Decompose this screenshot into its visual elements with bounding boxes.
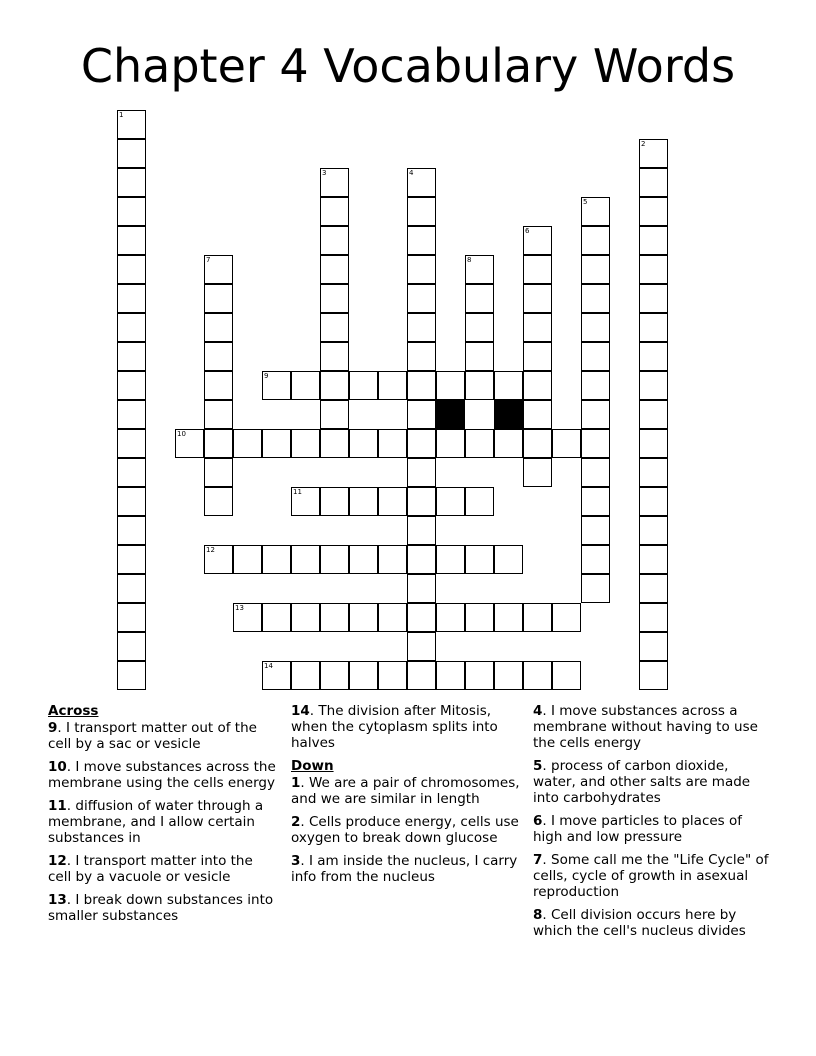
grid-cell[interactable] [523, 226, 552, 255]
cell-number: 1 [119, 111, 124, 119]
grid-cell[interactable] [436, 603, 465, 632]
cell-number: 13 [235, 604, 244, 612]
clue-across-13: 13. I break down substances into smaller substances [48, 892, 274, 924]
clue-text: I transport matter into the cell by a vacuole or vesicle [48, 853, 253, 885]
grid-cell[interactable] [523, 255, 552, 284]
clue-down-3: 3. I am inside the nucleus, I carry info from the nucleus [291, 853, 518, 885]
grid-cell[interactable] [320, 400, 349, 429]
grid-cell[interactable] [320, 226, 349, 255]
clue-text: I move substances across the membrane using the cells energy [48, 759, 276, 791]
clue-number: 8 [533, 907, 543, 923]
clue-number: 13 [48, 892, 67, 908]
grid-cell[interactable] [639, 255, 668, 284]
grid-cell[interactable] [349, 429, 378, 458]
grid-cell[interactable] [407, 400, 436, 429]
clue-across-10: 10. I move substances across the membrane using the cells energy [48, 759, 276, 791]
grid-cell[interactable] [523, 400, 552, 429]
clue-down-6: 6. I move particles to places of high and low pressure [533, 813, 743, 845]
grid-cell[interactable] [117, 168, 146, 197]
grid-cell[interactable] [262, 545, 291, 574]
grid-cell[interactable] [291, 661, 320, 690]
clue-number: 14 [291, 703, 310, 719]
grid-cell[interactable] [407, 487, 436, 516]
clue-down-1: 1. We are a pair of chromosomes, and we are similar in length [291, 775, 520, 807]
grid-cell[interactable] [117, 429, 146, 458]
grid-cell[interactable] [320, 313, 349, 342]
cell-number: 11 [293, 488, 302, 496]
grid-cell[interactable] [204, 458, 233, 487]
grid-cell[interactable] [378, 429, 407, 458]
grid-cell[interactable] [117, 516, 146, 545]
clue-across-12: 12. I transport matter into the cell by a vacuole or vesicle [48, 853, 253, 885]
grid-cell[interactable] [320, 545, 349, 574]
grid-cell[interactable] [407, 226, 436, 255]
grid-cell[interactable] [291, 371, 320, 400]
grid-cell[interactable] [639, 313, 668, 342]
grid-cell[interactable] [117, 139, 146, 168]
clue-down-5: 5. process of carbon dioxide, water, and other salts are made into carbohydrates [533, 758, 751, 806]
clue-text: I move substances across a membrane without having to use the cells energy [533, 703, 758, 751]
clue-number: 7 [533, 852, 543, 868]
grid-cell[interactable] [436, 429, 465, 458]
grid-cell[interactable] [639, 139, 668, 168]
cell-number: 6 [525, 227, 530, 235]
grid-cell[interactable] [117, 545, 146, 574]
grid-cell[interactable] [407, 284, 436, 313]
clue-text: I move particles to places of high and low pressure [533, 813, 743, 845]
grid-cell[interactable] [349, 487, 378, 516]
cell-number: 9 [264, 372, 269, 380]
grid-cell[interactable] [117, 632, 146, 661]
cell-number: 8 [467, 256, 472, 264]
grid-cell[interactable] [407, 168, 436, 197]
clue-number: 3 [291, 853, 301, 869]
grid-cell[interactable] [320, 284, 349, 313]
clue-text: diffusion of water through a membrane, and I allow certain substances in [48, 798, 264, 846]
grid-cell[interactable] [320, 487, 349, 516]
grid-cell[interactable] [262, 603, 291, 632]
grid-cell[interactable] [117, 313, 146, 342]
grid-cell[interactable] [639, 574, 668, 603]
grid-cell[interactable] [175, 429, 204, 458]
grid-cell[interactable] [117, 110, 146, 139]
grid-cell[interactable] [204, 371, 233, 400]
grid-cell[interactable] [523, 603, 552, 632]
grid-cell[interactable] [465, 545, 494, 574]
grid-cell[interactable] [581, 313, 610, 342]
grid-cell[interactable] [349, 545, 378, 574]
grid-cell[interactable] [117, 603, 146, 632]
grid-cell[interactable] [465, 255, 494, 284]
grid-cell[interactable] [581, 400, 610, 429]
clue-number: 11 [48, 798, 67, 814]
grid-cell[interactable] [639, 168, 668, 197]
grid-cell[interactable] [639, 284, 668, 313]
grid-cell[interactable] [320, 603, 349, 632]
black-square [436, 400, 465, 429]
grid-cell[interactable] [117, 226, 146, 255]
grid-cell[interactable] [117, 400, 146, 429]
clue-column-3 [533, 703, 773, 946]
grid-cell[interactable] [204, 400, 233, 429]
grid-cell[interactable] [117, 197, 146, 226]
grid-cell[interactable] [552, 429, 581, 458]
grid-cell[interactable] [581, 516, 610, 545]
grid-cell[interactable] [523, 284, 552, 313]
grid-cell[interactable] [552, 661, 581, 690]
clue-number: 10 [48, 759, 67, 775]
grid-cell[interactable] [639, 545, 668, 574]
grid-cell[interactable] [465, 371, 494, 400]
grid-cell[interactable] [436, 487, 465, 516]
clue-text: Some call me the "Life Cycle" of cells, cycle of growth in asexual reproduction [533, 852, 769, 900]
grid-cell[interactable] [262, 429, 291, 458]
across-heading: Across [48, 703, 99, 719]
clue-down-7: 7. Some call me the "Life Cycle" of cells, cycle of growth in asexual reproduction [533, 852, 769, 900]
cell-number: 3 [322, 169, 327, 177]
grid-cell[interactable] [494, 371, 523, 400]
grid-cell[interactable] [465, 429, 494, 458]
clue-down-2: 2. Cells produce energy, cells use oxygen to break down glucose [291, 814, 519, 846]
grid-cell[interactable] [436, 545, 465, 574]
grid-cell[interactable] [465, 313, 494, 342]
grid-cell[interactable] [523, 661, 552, 690]
grid-cell[interactable] [407, 197, 436, 226]
grid-cell[interactable] [581, 342, 610, 371]
grid-cell[interactable] [117, 284, 146, 313]
grid-cell[interactable] [581, 284, 610, 313]
grid-cell[interactable] [523, 313, 552, 342]
grid-cell[interactable] [262, 661, 291, 690]
black-square [494, 400, 523, 429]
clue-down-4: 4. I move substances across a membrane without having to use the cells energy [533, 703, 758, 751]
grid-cell[interactable] [407, 574, 436, 603]
grid-cell[interactable] [320, 429, 349, 458]
grid-cell[interactable] [581, 545, 610, 574]
clue-text: We are a pair of chromosomes, and we are similar in length [291, 775, 520, 807]
down-heading: Down [291, 758, 334, 774]
grid-cell[interactable] [117, 255, 146, 284]
grid-cell[interactable] [494, 545, 523, 574]
clue-number: 2 [291, 814, 301, 830]
grid-cell[interactable] [233, 603, 262, 632]
grid-cell[interactable] [407, 255, 436, 284]
clue-text: Cells produce energy, cells use oxygen to break down glucose [291, 814, 519, 846]
grid-cell[interactable] [117, 574, 146, 603]
grid-cell[interactable] [204, 429, 233, 458]
clue-text: I transport matter out of the cell by a sac or vesicle [48, 720, 257, 752]
grid-cell[interactable] [552, 603, 581, 632]
grid-cell[interactable] [204, 313, 233, 342]
clue-across-11: 11. diffusion of water through a membrane, and I allow certain substances in [48, 798, 264, 846]
clue-number: 5 [533, 758, 543, 774]
grid-cell[interactable] [465, 342, 494, 371]
grid-cell[interactable] [581, 197, 610, 226]
grid-cell[interactable] [407, 342, 436, 371]
grid-cell[interactable] [436, 661, 465, 690]
grid-cell[interactable] [291, 429, 320, 458]
grid-cell[interactable] [581, 487, 610, 516]
grid-cell[interactable] [639, 516, 668, 545]
grid-cell[interactable] [291, 487, 320, 516]
grid-cell[interactable] [117, 458, 146, 487]
clue-down-8: 8. Cell division occurs here by which the cell's nucleus divides [533, 907, 746, 939]
grid-cell[interactable] [407, 313, 436, 342]
grid-cell[interactable] [204, 255, 233, 284]
grid-cell[interactable] [204, 487, 233, 516]
clue-text: I break down substances into smaller substances [48, 892, 274, 924]
grid-cell[interactable] [320, 661, 349, 690]
grid-cell[interactable] [262, 371, 291, 400]
grid-cell[interactable] [581, 226, 610, 255]
grid-cell[interactable] [494, 603, 523, 632]
grid-cell[interactable] [436, 371, 465, 400]
clue-number: 4 [533, 703, 543, 719]
clue-across-9: 9. I transport matter out of the cell by a sac or vesicle [48, 720, 257, 752]
grid-cell[interactable] [378, 661, 407, 690]
grid-cell[interactable] [349, 603, 378, 632]
grid-cell[interactable] [581, 255, 610, 284]
grid-cell[interactable] [407, 458, 436, 487]
grid-cell[interactable] [320, 342, 349, 371]
grid-cell[interactable] [494, 661, 523, 690]
clue-number: 6 [533, 813, 543, 829]
grid-cell[interactable] [639, 400, 668, 429]
grid-cell[interactable] [639, 458, 668, 487]
grid-cell[interactable] [233, 545, 262, 574]
grid-cell[interactable] [291, 545, 320, 574]
cell-number: 14 [264, 662, 273, 670]
grid-cell[interactable] [465, 603, 494, 632]
clue-number: 12 [48, 853, 67, 869]
grid-cell[interactable] [639, 487, 668, 516]
cell-number: 10 [177, 430, 186, 438]
grid-cell[interactable] [581, 574, 610, 603]
grid-cell[interactable] [320, 255, 349, 284]
grid-cell[interactable] [639, 429, 668, 458]
grid-cell[interactable] [581, 429, 610, 458]
cell-number: 4 [409, 169, 414, 177]
grid-cell[interactable] [378, 545, 407, 574]
grid-cell[interactable] [523, 458, 552, 487]
grid-cell[interactable] [581, 371, 610, 400]
clue-text: The division after Mitosis, when the cytoplasm splits into halves [291, 703, 498, 751]
clue-text: process of carbon dioxide, water, and other salts are made into carbohydrates [533, 758, 751, 806]
grid-cell[interactable] [204, 545, 233, 574]
page-title: Chapter 4 Vocabulary Words [80, 39, 736, 93]
grid-cell[interactable] [639, 632, 668, 661]
grid-cell[interactable] [117, 342, 146, 371]
grid-cell[interactable] [117, 661, 146, 690]
grid-cell[interactable] [378, 487, 407, 516]
clue-number: 1 [291, 775, 301, 791]
grid-cell[interactable] [204, 342, 233, 371]
cell-number: 12 [206, 546, 215, 554]
cell-number: 7 [206, 256, 211, 264]
grid-cell[interactable] [465, 284, 494, 313]
clue-across-14: 14. The division after Mitosis, when the cytoplasm splits into halves [291, 703, 498, 751]
grid-cell[interactable] [233, 429, 262, 458]
grid-cell[interactable] [639, 661, 668, 690]
grid-cell[interactable] [523, 342, 552, 371]
grid-cell[interactable] [523, 371, 552, 400]
grid-cell[interactable] [407, 545, 436, 574]
grid-cell[interactable] [465, 661, 494, 690]
grid-cell[interactable] [117, 487, 146, 516]
grid-cell[interactable] [639, 342, 668, 371]
grid-cell[interactable] [407, 661, 436, 690]
grid-cell[interactable] [320, 168, 349, 197]
grid-cell[interactable] [407, 632, 436, 661]
cell-number: 2 [641, 140, 646, 148]
grid-cell[interactable] [465, 487, 494, 516]
grid-cell[interactable] [494, 429, 523, 458]
grid-cell[interactable] [639, 603, 668, 632]
clue-text: Cell division occurs here by which the cell's nucleus divides [533, 907, 746, 939]
grid-cell[interactable] [639, 371, 668, 400]
grid-cell[interactable] [378, 603, 407, 632]
grid-cell[interactable] [407, 371, 436, 400]
grid-cell[interactable] [523, 429, 552, 458]
grid-cell[interactable] [639, 226, 668, 255]
clue-column-1 [48, 703, 280, 931]
grid-cell[interactable] [581, 458, 610, 487]
grid-cell[interactable] [407, 429, 436, 458]
cell-number: 5 [583, 198, 588, 206]
grid-cell[interactable] [291, 603, 320, 632]
grid-cell[interactable] [378, 371, 407, 400]
grid-cell[interactable] [117, 371, 146, 400]
grid-cell[interactable] [349, 661, 378, 690]
grid-cell[interactable] [407, 603, 436, 632]
grid-cell[interactable] [407, 516, 436, 545]
clue-number: 9 [48, 720, 58, 736]
grid-cell[interactable] [320, 371, 349, 400]
grid-cell[interactable] [204, 284, 233, 313]
grid-cell[interactable] [639, 197, 668, 226]
clue-text: I am inside the nucleus, I carry info from the nucleus [291, 853, 518, 885]
grid-cell[interactable] [349, 371, 378, 400]
grid-cell[interactable] [320, 197, 349, 226]
clue-column-2 [291, 703, 523, 892]
